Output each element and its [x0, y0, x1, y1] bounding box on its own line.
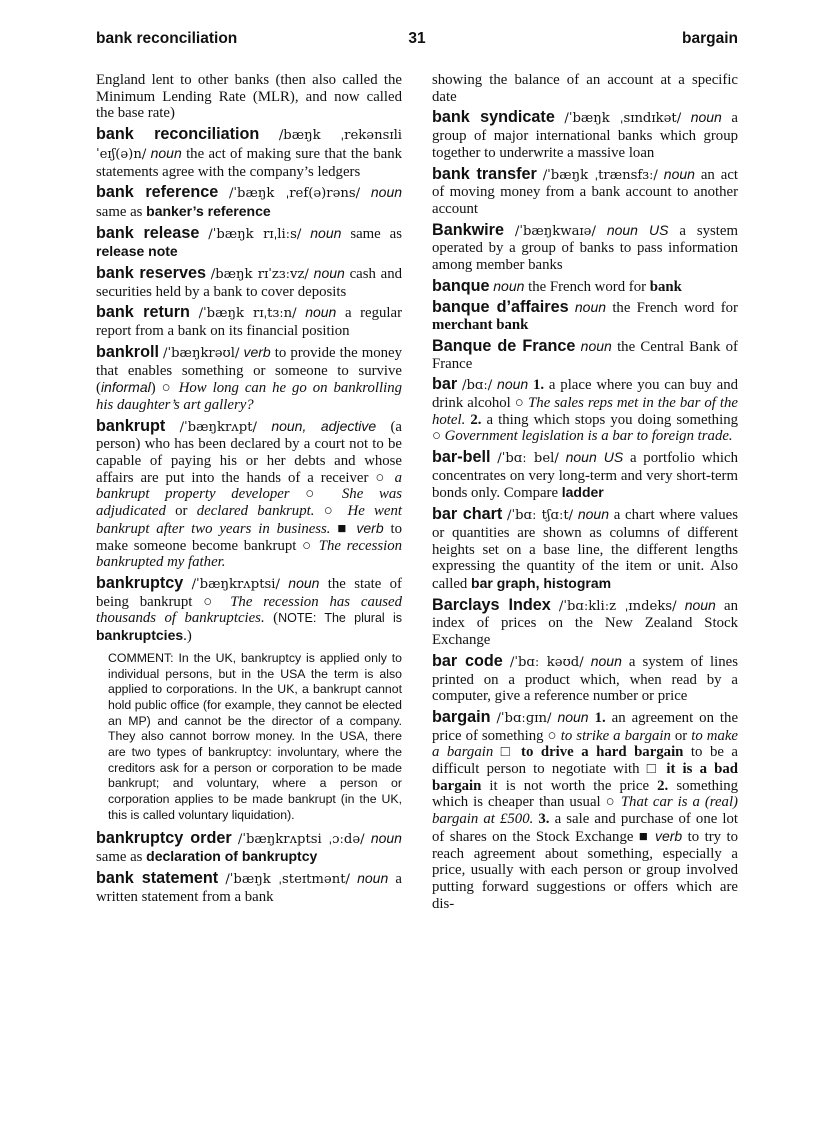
part-of-speech: noun — [150, 144, 182, 161]
note-text: : The plural is — [312, 611, 402, 626]
header-first-word: bank reconciliation — [96, 30, 238, 47]
sense-number: 3. — [533, 811, 550, 828]
definition: a system operated by a group of banks to pass information among member banks — [432, 222, 738, 274]
part-of-speech: noun — [557, 708, 589, 725]
entry-banque-daffaires — [432, 299, 738, 333]
part-of-speech: noun US — [565, 449, 624, 466]
pronunciation: /ˈbæŋkrʌptsi/ — [191, 576, 280, 592]
sense-number: 2. — [465, 411, 482, 428]
entry-bank-reference — [96, 184, 402, 220]
definition: the French word for — [524, 278, 650, 295]
part-of-speech: noun — [663, 165, 695, 182]
pronunciation: /ˈbæŋk ˌref(ə)rəns/ — [228, 186, 361, 202]
cross-reference: banker’s reference — [146, 202, 271, 219]
pronunciation: /ˈbæŋk ˌtrænsfɜː/ — [542, 167, 658, 183]
part-of-speech: noun — [370, 829, 402, 846]
cross-reference: declaration of bankruptcy — [146, 848, 318, 865]
entry-bankruptcy — [96, 575, 402, 645]
entry-bankroll — [96, 344, 402, 414]
entry-bankrupt — [96, 418, 402, 571]
part-of-speech: noun — [310, 224, 342, 241]
part-of-speech: noun — [577, 506, 610, 523]
definition: same as — [341, 225, 403, 242]
example: to strike a bargain — [560, 727, 671, 744]
example: She was adjudicated — [96, 486, 402, 520]
example-separator: ○ — [289, 486, 342, 503]
definition: a written statement from a bank — [96, 870, 402, 905]
entry-bar-chart — [432, 506, 738, 593]
headword: banque — [432, 276, 490, 295]
example: Government legislation is a bar to foreign trade. — [444, 428, 733, 445]
cross-reference: release note — [96, 243, 178, 260]
phrase-definition: to be a difficult person to negotiate with — [432, 744, 738, 778]
example-separator: ○ — [314, 503, 348, 520]
headword: bar-bell — [432, 448, 491, 467]
pronunciation: /ˈbæŋk rɪˌliːs/ — [208, 226, 302, 242]
definition: a chart where values or quantities are shown as columns of different heights set on a base line, the different lengths expressing the quantity of the item or unit. Also called — [432, 507, 738, 592]
sense-marker: ■ — [330, 520, 357, 537]
headword: bank syndicate — [432, 108, 555, 127]
definition: a thing which stops you doing something ○ — [432, 411, 738, 445]
headword: banque d’affaires — [432, 298, 569, 317]
part-of-speech: verb — [654, 827, 683, 844]
entry-bank-release — [96, 225, 402, 261]
running-header — [96, 30, 738, 54]
part-of-speech: noun — [357, 869, 389, 886]
note-label: NOTE — [278, 611, 313, 626]
cross-reference: bank — [649, 278, 682, 295]
entry-bank-reserves — [96, 265, 402, 300]
cross-reference: ladder — [561, 484, 604, 501]
phrase: it is a bad bargain — [432, 761, 739, 794]
headword: bank statement — [96, 868, 219, 887]
entry-bar-code — [432, 653, 738, 705]
phrase-marker: □ — [493, 744, 522, 761]
headword: Barclays Index — [432, 595, 551, 614]
entry-bar — [432, 376, 738, 445]
example: He went bankrupt after two years in business. — [96, 503, 403, 537]
definition: the French word for — [606, 300, 738, 317]
left-column — [96, 72, 402, 909]
entry-bank-transfer — [432, 166, 738, 218]
headword: bar — [432, 375, 458, 394]
pronunciation: /ˈbæŋkrʌptsi ˌɔːdə/ — [237, 831, 365, 847]
headword: bank reference — [96, 183, 219, 202]
headword: bankruptcy — [96, 573, 184, 592]
phrase-definition: it is not worth the price — [481, 777, 658, 794]
example: The sales reps met in the bar of the hotel. — [432, 394, 738, 428]
headword: bank release — [96, 223, 200, 242]
page-number: 31 — [408, 30, 426, 47]
entry-banque-de-france — [432, 338, 738, 372]
comment-box: COMMENT: In the UK, bankruptcy is applied only to individual persons, but in the USA the term is also applied to corporations. In the UK, a bankrupt cannot hold public office (for example, they cannot be elected an MP) and cannot be the director of a company. They also cannot borrow money. In the USA, there are two types of bankruptcy: involuntary, where the creditors ask for a person or corporation to be made bankrupt; and voluntary, where a person or corporation applies to be made bankrupt (in the UK, this is called voluntary liquidation). — [108, 650, 402, 822]
example: The recession has caused thousands of bankruptcies. — [96, 593, 402, 627]
part-of-speech: noun US — [606, 221, 669, 238]
headword: bank transfer — [432, 164, 537, 183]
definition: a group of major international banks which group together to underwrite a massive loan — [432, 110, 738, 161]
definition: a sale and purchase of one lot of shares on the Stock Exchange — [432, 811, 739, 845]
headword: bankrupt — [96, 416, 166, 435]
phrase: to drive a hard bargain — [521, 744, 684, 761]
sense-number: 1. — [588, 709, 606, 726]
cross-reference: bankruptcies — [96, 627, 184, 644]
example: How long can he go on bankrolling his daughter’s art gallery? — [96, 380, 402, 413]
definition: (a person) who has been declared by a court not to be capable of paying his or her debts and whose affairs are put into the hands of a receiver ○ — [96, 418, 403, 486]
entry-bank-syndicate — [432, 109, 738, 161]
part-of-speech: verb — [243, 343, 271, 360]
example: declared bankrupt. — [196, 503, 315, 520]
headword: Banque de France — [432, 336, 576, 355]
headword: bank return — [96, 303, 190, 322]
pronunciation: /ˈbɑːkliːz ˌɪndeks/ — [558, 598, 677, 614]
definition: the state of being bankrupt ○ — [96, 575, 402, 610]
definition: same as — [96, 203, 147, 220]
entry-bank-return — [96, 304, 402, 339]
part-of-speech: noun — [497, 376, 529, 393]
pronunciation: /bæŋk ˌrekənsɪliˈeɪʃ(ə)n/ — [96, 128, 402, 162]
example: That car is a (real) bargain at £500. — [432, 794, 738, 828]
pronunciation: /bɑː/ — [462, 378, 493, 394]
entry-banque — [432, 278, 738, 296]
phrase-marker: □ — [646, 761, 667, 778]
usage-label: informal — [100, 379, 151, 396]
pronunciation: /ˈbɑː bel/ — [497, 451, 559, 467]
definition: a system of lines printed on a product which, when read by a computer, give a reference number or price — [432, 653, 738, 705]
entry-bankwire — [432, 222, 738, 274]
definition: to provide the money that enables something or someone to survive ( — [96, 344, 403, 397]
entry-bargain — [432, 709, 738, 912]
definition: something which is cheaper than usual ○ — [432, 777, 738, 811]
definition: an act of moving money from a bank account to another account — [432, 166, 738, 217]
example: a bankrupt property developer — [96, 469, 402, 503]
note-close: .) — [183, 628, 192, 645]
headword: bargain — [432, 707, 491, 726]
cross-reference: bar graph, histogram — [471, 574, 612, 591]
definition: a regular report from a bank on its financial position — [96, 305, 402, 340]
part-of-speech: noun — [590, 652, 622, 669]
definition-continued: ) ○ — [150, 380, 179, 397]
definition: the Central Bank of France — [432, 338, 738, 372]
pronunciation: /ˈbɑː tʃɑːt/ — [507, 508, 574, 524]
part-of-speech: noun, adjective — [271, 417, 377, 434]
sense-number: 2. — [657, 777, 669, 794]
entry-bank-statement — [96, 870, 402, 905]
part-of-speech: noun — [313, 265, 345, 282]
definition: an agreement on the price of something ○ — [432, 709, 739, 744]
part-of-speech: noun — [493, 277, 525, 294]
continued-entry: England lent to other banks (then also called the Minimum Lending Rate (MLR), and now called the base rate) — [96, 72, 402, 122]
entry-bar-bell — [432, 449, 738, 502]
entry-barclays-index — [432, 597, 738, 649]
definition: the act of making sure that the bank statements agree with the company’s ledgers — [96, 145, 403, 180]
pronunciation: /ˈbɑː kəʊd/ — [509, 654, 584, 670]
definition: a place where you can buy and drink alcohol ○ — [432, 377, 738, 411]
definition: to try to reach agreement about something, especially a price, usually with each person or group involved putting forward suggestions or offers which are dis- — [432, 828, 738, 912]
definition: cash and securities held by a bank to cover deposits — [96, 266, 403, 300]
part-of-speech: noun — [288, 574, 320, 591]
part-of-speech: noun — [305, 304, 337, 321]
part-of-speech: noun — [574, 299, 607, 316]
part-of-speech: noun — [580, 337, 612, 354]
headword: bankruptcy order — [96, 828, 232, 847]
headword: Bankwire — [432, 220, 504, 239]
pronunciation: /ˈbæŋk ˌsɪndɪkət/ — [564, 111, 682, 127]
note-open: ( — [264, 610, 279, 627]
headword: bank reconciliation — [96, 125, 260, 144]
cross-reference: merchant bank — [432, 317, 529, 334]
pronunciation: /ˈbæŋkwaɪə/ — [514, 223, 596, 239]
part-of-speech: noun — [684, 596, 716, 613]
definition: a portfolio which concentrates on very long-term and very short-term bonds only. Compare — [432, 450, 739, 502]
right-column — [432, 72, 738, 916]
definition: same as — [96, 849, 147, 866]
sense-number: 1. — [528, 377, 545, 394]
entry-bankruptcy-order — [96, 830, 402, 866]
entry-bank-reconciliation — [96, 126, 402, 180]
pronunciation: /ˈbæŋk rɪˌtɜːn/ — [198, 306, 297, 322]
pronunciation: /ˈbæŋk ˌsteɪtmənt/ — [225, 871, 350, 887]
part-of-speech: noun — [370, 184, 403, 201]
definition: to make someone become bankrupt ○ — [96, 520, 402, 554]
pronunciation: /ˈbɑːɡɪn/ — [496, 710, 552, 726]
header-last-word: bargain — [682, 30, 738, 47]
part-of-speech: verb — [356, 519, 384, 536]
example: The recession bankrupted my father. — [96, 537, 402, 571]
headword: bankroll — [96, 342, 159, 361]
headword: bar code — [432, 651, 503, 670]
part-of-speech: noun — [690, 109, 722, 126]
pronunciation: /bæŋk rɪˈzɜːvz/ — [210, 267, 309, 283]
definition: an index of prices on the New Zealand Stock Exchange — [432, 597, 738, 649]
headword: bar chart — [432, 505, 503, 524]
continued-entry: showing the balance of an account at a specific date — [432, 72, 738, 105]
sense-marker: ■ — [638, 828, 655, 845]
headword: bank reserves — [96, 264, 206, 283]
or-text: or — [165, 503, 197, 520]
pronunciation: /ˈbæŋkrəʊl/ — [163, 345, 240, 361]
or-text: or — [670, 727, 692, 744]
example: to make a bargain — [432, 727, 738, 761]
pronunciation: /ˈbæŋkrʌpt/ — [179, 419, 257, 435]
